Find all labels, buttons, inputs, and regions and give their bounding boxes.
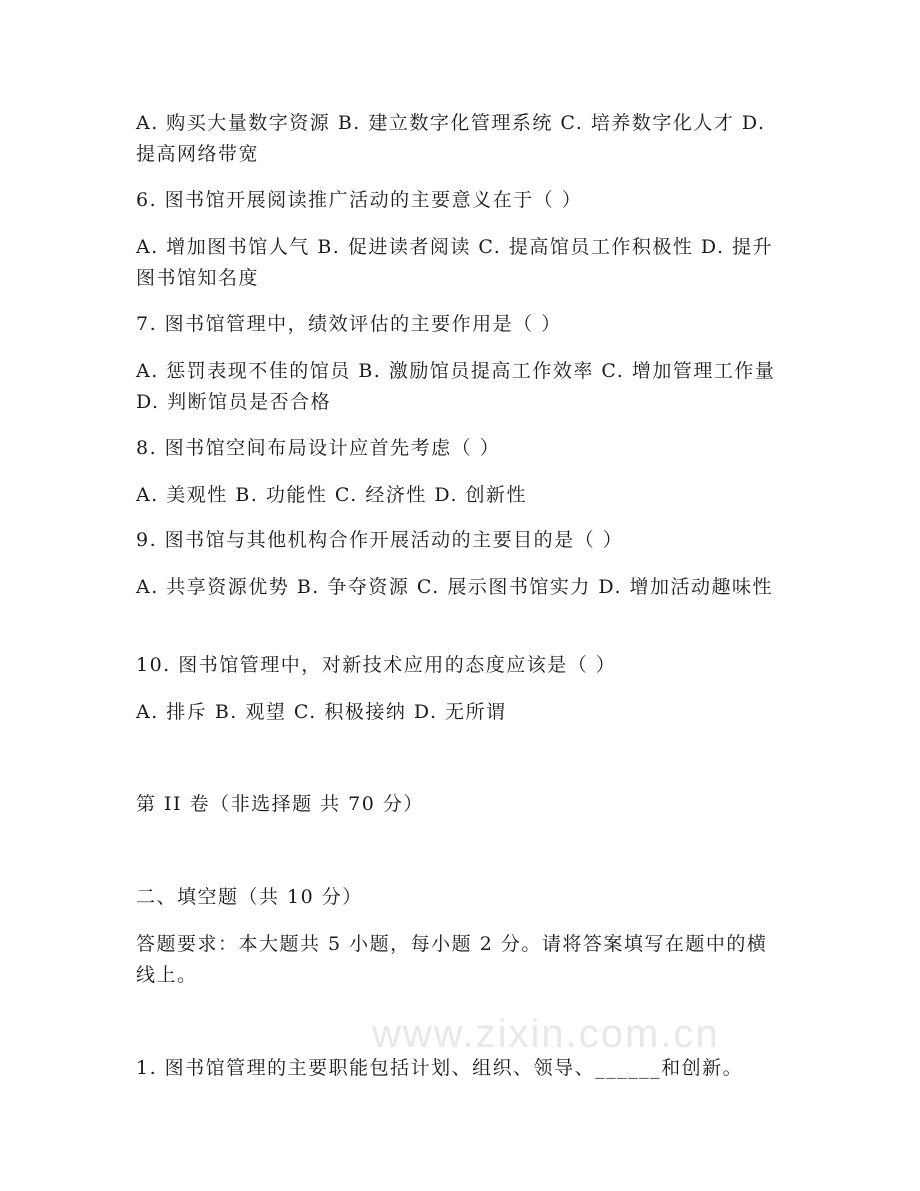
q7-options: A. 惩罚表现不佳的馆员 B. 激励馆员提高工作效率 C. 增加管理工作量 D. 判断馆员是否合格 [136,360,776,413]
fill-blank-q1: 1. 图书馆管理的主要职能包括计划、组织、领导、______和创新。 [136,1057,744,1079]
q10-question: 10. 图书馆管理中，对新技术应用的态度应该是（ ） [136,654,617,676]
q7-question: 7. 图书馆管理中，绩效评估的主要作用是（ ） [136,313,562,335]
q5-options: A. 购买大量数字资源 B. 建立数字化管理系统 C. 培养数字化人才 D. 提高网络带宽 [136,112,766,165]
watermark: www.zixin.com.cn [372,1012,720,1056]
q10-options: A. 排斥 B. 观望 C. 积极接纳 D. 无所谓 [136,701,507,723]
answer-instructions: 答题要求：本大题共 5 小题，每小题 2 分。请将答案填写在题中的横线上。 [136,933,768,986]
section-heading-fill-blank: 二、填空题（共 10 分） [136,886,363,908]
q9-options: A. 共享资源优势 B. 争夺资源 C. 展示图书馆实力 D. 增加活动趣味性 [136,576,774,598]
q6-options: A. 增加图书馆人气 B. 促进读者阅读 C. 提高馆员工作积极性 D. 提升图书馆知名度 [136,236,774,289]
section-heading-part-ii: 第 II 卷（非选择题 共 70 分） [136,793,424,815]
q8-question: 8. 图书馆空间布局设计应首先考虑（ ） [136,437,501,459]
q9-question: 9. 图书馆与其他机构合作开展活动的主要目的是（ ） [136,529,624,551]
q8-options: A. 美观性 B. 功能性 C. 经济性 D. 创新性 [136,484,528,506]
q6-question: 6. 图书馆开展阅读推广活动的主要意义在于（ ） [136,189,583,211]
